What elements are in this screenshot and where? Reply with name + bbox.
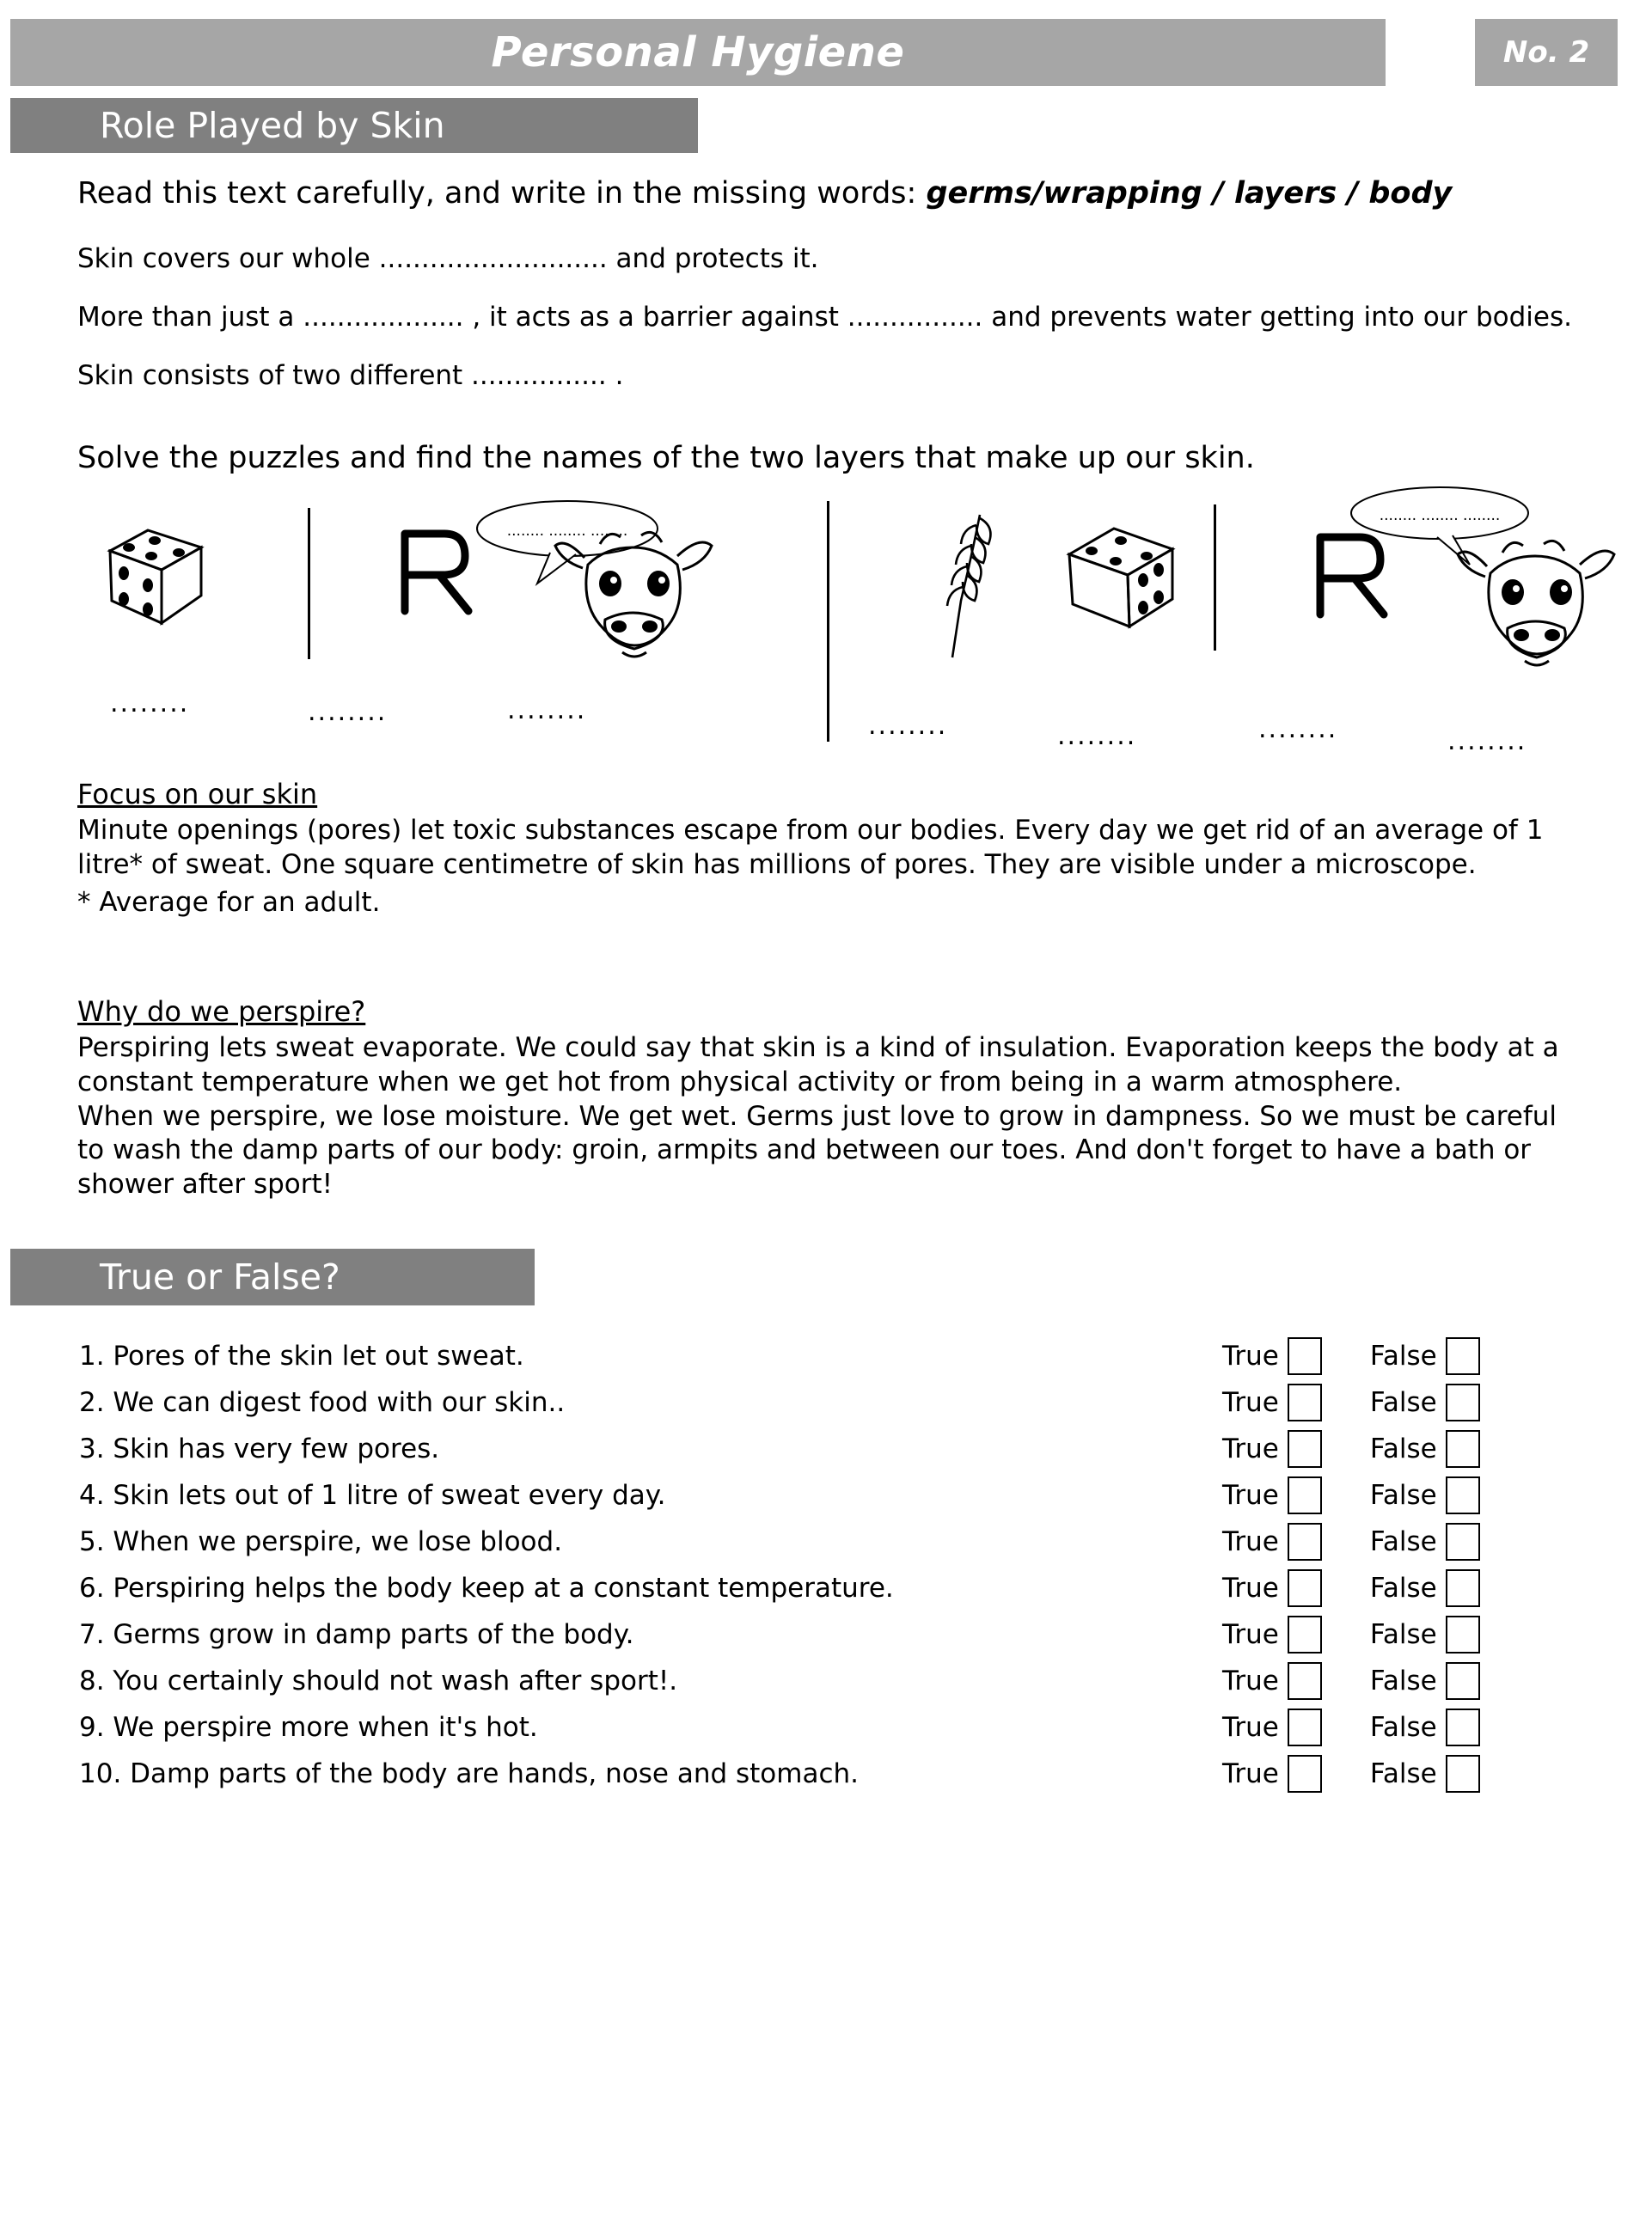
page-header [10,19,1618,98]
tf-false-option[interactable] [1370,1476,1480,1514]
tf-true-label: True [1222,1386,1279,1418]
svg-text:........ ........ ........: ........ ........ ........ [1379,507,1501,525]
cow-head-icon [548,523,720,669]
tf-false-label: False [1369,1711,1437,1743]
tf-false-option[interactable] [1370,1616,1480,1654]
tf-false-option[interactable] [1370,1384,1480,1421]
puzzle-blank-left-2: ........ [308,697,388,728]
cloze-line-2: More than just a ................... , it acts as a barrier against ................ and prevents water getting into our bodies. [77,301,1572,333]
tf-true-label: True [1222,1618,1279,1650]
tf-false-option[interactable] [1370,1523,1480,1561]
table-row [67,1379,1592,1426]
puzzle-divider-1 [308,508,310,659]
table-row [67,1333,1592,1379]
tf-false-label: False [1369,1665,1437,1696]
tf-false-label: False [1369,1386,1437,1418]
tf-false-label: False [1369,1757,1437,1789]
instruction-lead: Read this text carefully, and write in the missing words: [77,176,927,211]
tf-true-checkbox[interactable] [1288,1569,1322,1607]
tf-false-label: False [1369,1433,1437,1464]
table-row [67,1751,1592,1797]
table-row [67,1658,1592,1704]
tf-true-label: True [1222,1433,1279,1464]
tf-true-checkbox[interactable] [1288,1384,1322,1421]
table-row [67,1519,1592,1565]
tf-false-checkbox[interactable] [1446,1709,1480,1746]
tf-false-checkbox[interactable] [1446,1430,1480,1468]
puzzle-wheat [930,506,1025,661]
tf-true-option[interactable] [1222,1616,1322,1654]
tf-question: 4. Skin lets out of 1 litre of sweat every day. [79,1479,666,1511]
tf-true-option[interactable] [1222,1523,1322,1561]
puzzle-cow-1 [548,523,720,669]
issue-number: No. 2 [1502,35,1590,70]
cloze-line-3: Skin consists of two different ................ . [77,360,624,392]
puzzle-area [77,501,1592,759]
tf-true-label: True [1222,1757,1279,1789]
tf-question: 6. Perspiring helps the body keep at a constant temperature. [79,1572,894,1604]
tf-question: 1. Pores of the skin let out sweat. [79,1340,524,1372]
cloze-block [77,241,1592,394]
tf-false-label: False [1369,1340,1437,1372]
tf-true-option[interactable] [1222,1337,1322,1375]
tf-false-checkbox[interactable] [1446,1476,1480,1514]
tf-true-checkbox[interactable] [1288,1523,1322,1561]
section-banner-true-false-label: True or False? [100,1256,340,1298]
true-false-list [67,1333,1592,1797]
section-banner-skin-label: Role Played by Skin [100,105,445,146]
instruction-line [77,175,1592,212]
tf-false-checkbox[interactable] [1446,1662,1480,1700]
tf-false-option[interactable] [1370,1569,1480,1607]
cow-head-icon [1451,532,1623,678]
instruction-wordbank: germs/wrapping / layers / body [926,176,1453,211]
tf-false-checkbox[interactable] [1446,1569,1480,1607]
tf-false-label: False [1369,1525,1437,1557]
focus-footnote: * Average for an adult. [77,886,381,918]
svg-text:........ ........ ........: ........ ........ ........ [506,523,628,541]
worksheet-page [0,19,1652,2219]
tf-true-label: True [1222,1711,1279,1743]
tf-true-option[interactable] [1222,1476,1322,1514]
focus-body: Minute openings (pores) let toxic substances escape from our bodies. Every day we get rid of an average of 1 litre* of sweat. One square centimetre of skin has millions of pores. They are visible under a microscope. [77,815,1544,880]
tf-true-option[interactable] [1222,1755,1322,1793]
tf-true-checkbox[interactable] [1288,1616,1322,1654]
tf-true-label: True [1222,1572,1279,1604]
tf-question: 5. When we perspire, we lose blood. [79,1525,563,1557]
puzzle-blank-right-1: ........ [868,711,948,742]
wheat-ear-icon [930,506,1025,661]
tf-true-checkbox[interactable] [1288,1430,1322,1468]
tf-true-option[interactable] [1222,1709,1322,1746]
tf-false-option[interactable] [1370,1709,1480,1746]
page-title: Personal Hygiene [491,28,905,76]
tf-true-label: True [1222,1525,1279,1557]
tf-false-checkbox[interactable] [1446,1384,1480,1421]
puzzle-blank-left-1: ........ [110,688,190,719]
content-column [77,175,1592,1202]
tf-true-label: True [1222,1340,1279,1372]
tf-false-option[interactable] [1370,1755,1480,1793]
focus-heading: Focus on our skin [77,778,318,811]
tf-question: 10. Damp parts of the body are hands, nose and stomach. [79,1757,860,1789]
tf-false-label: False [1369,1479,1437,1511]
tf-false-checkbox[interactable] [1446,1755,1480,1793]
tf-false-option[interactable] [1370,1337,1480,1375]
tf-true-label: True [1222,1479,1279,1511]
tf-true-checkbox[interactable] [1288,1476,1322,1514]
table-row [67,1565,1592,1611]
tf-question: 2. We can digest food with our skin.. [79,1386,566,1418]
tf-false-option[interactable] [1370,1662,1480,1700]
die-icon [1057,518,1186,634]
tf-true-checkbox[interactable] [1288,1755,1322,1793]
title-bar [10,19,1386,86]
section-banner-skin [10,98,698,153]
tf-false-label: False [1369,1618,1437,1650]
tf-question: 7. Germs grow in damp parts of the body. [79,1618,634,1650]
table-row [67,1426,1592,1472]
puzzle-instruction: Solve the puzzles and find the names of the two layers that make up our skin. [77,440,1255,475]
tf-true-label: True [1222,1665,1279,1696]
puzzle-blank-right-3: ........ [1258,714,1338,745]
tf-question: 3. Skin has very few pores. [79,1433,440,1464]
tf-true-option[interactable] [1222,1569,1322,1607]
puzzle-die-1 [95,518,215,630]
tf-false-checkbox[interactable] [1446,1337,1480,1375]
table-row [67,1611,1592,1658]
table-row [67,1704,1592,1751]
tf-true-option[interactable] [1222,1430,1322,1468]
die-icon [95,518,215,630]
puzzle-divider-center [827,501,829,742]
tf-true-option[interactable] [1222,1662,1322,1700]
tf-question: 8. You certainly should not wash after sport!. [79,1665,678,1696]
puzzle-blank-left-3: ........ [507,695,587,726]
perspire-paragraph-2: When we perspire, we lose moisture. We get wet. Germs just love to grow in dampness. So we must be careful to wash the damp parts of our body: groin, armpits and between our toes. And don't forget to have a bath or shower after sport! [77,1100,1557,1201]
issue-badge [1475,19,1618,86]
tf-false-checkbox[interactable] [1446,1616,1480,1654]
section-banner-true-false [10,1249,535,1305]
puzzle-die-2 [1057,518,1186,634]
puzzle-blank-right-4: ........ [1447,726,1527,757]
spacer [77,920,1592,976]
cloze-line-1: Skin covers our whole ........................... and protects it. [77,242,819,274]
tf-true-checkbox[interactable] [1288,1337,1322,1375]
tf-true-option[interactable] [1222,1384,1322,1421]
tf-true-checkbox[interactable] [1288,1662,1322,1700]
tf-question: 9. We perspire more when it's hot. [79,1711,538,1743]
puzzle-blank-right-2: ........ [1057,721,1137,752]
tf-false-option[interactable] [1370,1430,1480,1468]
tf-true-checkbox[interactable] [1288,1709,1322,1746]
perspire-heading: Why do we perspire? [77,995,366,1029]
puzzle-divider-2 [1214,504,1216,651]
puzzle-cow-2 [1451,532,1623,678]
perspire-paragraph-1: Perspiring lets sweat evaporate. We could say that skin is a kind of insulation. Evaporation keeps the body at a constant temperature when we get hot from physical activity or from being in a warm atmosphere. [77,1032,1559,1098]
tf-false-checkbox[interactable] [1446,1523,1480,1561]
table-row [67,1472,1592,1519]
tf-false-label: False [1369,1572,1437,1604]
